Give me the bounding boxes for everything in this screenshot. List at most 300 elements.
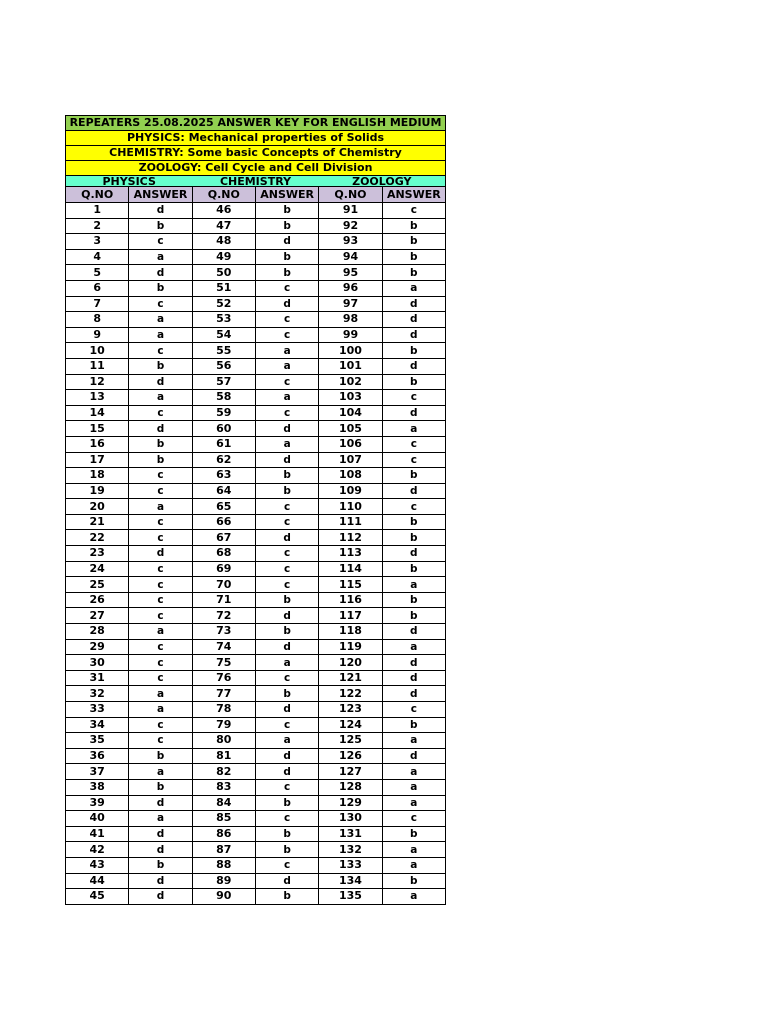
answer-cell: c <box>255 405 318 421</box>
question-number-cell: 84 <box>192 795 255 811</box>
table-row <box>66 249 446 265</box>
table-row <box>66 702 446 718</box>
table-row <box>66 312 446 328</box>
question-number-cell: 64 <box>192 483 255 499</box>
answer-cell: a <box>255 733 318 749</box>
table-row <box>66 468 446 484</box>
table-row <box>66 514 446 530</box>
question-number-cell: 20 <box>66 499 129 515</box>
question-number-cell: 31 <box>66 670 129 686</box>
answer-cell: b <box>255 203 318 219</box>
answer-cell: b <box>382 592 445 608</box>
answer-cell: a <box>382 639 445 655</box>
answer-cell: d <box>129 842 192 858</box>
question-number-cell: 53 <box>192 312 255 328</box>
answer-cell: c <box>382 702 445 718</box>
question-number-cell: 86 <box>192 826 255 842</box>
answer-cell: a <box>129 811 192 827</box>
question-number-cell: 113 <box>319 546 382 562</box>
question-number-cell: 58 <box>192 390 255 406</box>
chemistry-topic: CHEMISTRY: Some basic Concepts of Chemistry <box>65 145 446 160</box>
question-number-cell: 69 <box>192 561 255 577</box>
answer-cell: a <box>129 702 192 718</box>
answer-cell: c <box>129 733 192 749</box>
question-number-cell: 81 <box>192 748 255 764</box>
question-number-cell: 107 <box>319 452 382 468</box>
question-number-cell: 41 <box>66 826 129 842</box>
question-number-cell: 19 <box>66 483 129 499</box>
answer-cell: c <box>255 280 318 296</box>
question-number-cell: 32 <box>66 686 129 702</box>
answer-cell: a <box>129 764 192 780</box>
answer-cell: d <box>382 312 445 328</box>
answer-cell: a <box>382 280 445 296</box>
table-row <box>66 452 446 468</box>
answer-cell: b <box>255 468 318 484</box>
table-row <box>66 733 446 749</box>
subject-physics: PHYSICS <box>102 176 156 186</box>
table-row <box>66 748 446 764</box>
answer-key-sheet <box>65 115 446 905</box>
answer-cell: d <box>129 546 192 562</box>
question-number-cell: 47 <box>192 218 255 234</box>
question-number-cell: 135 <box>319 889 382 905</box>
answer-cell: b <box>382 826 445 842</box>
zoology-topic: ZOOLOGY: Cell Cycle and Cell Division <box>65 160 446 175</box>
table-row <box>66 530 446 546</box>
answer-cell: b <box>255 826 318 842</box>
answer-cell: b <box>382 530 445 546</box>
question-number-cell: 105 <box>319 421 382 437</box>
question-number-cell: 1 <box>66 203 129 219</box>
question-number-cell: 71 <box>192 592 255 608</box>
answer-cell: d <box>382 624 445 640</box>
question-number-cell: 44 <box>66 873 129 889</box>
question-number-cell: 126 <box>319 748 382 764</box>
question-number-cell: 8 <box>66 312 129 328</box>
answer-cell: d <box>382 546 445 562</box>
question-number-cell: 49 <box>192 249 255 265</box>
answer-cell: d <box>255 748 318 764</box>
answer-cell: b <box>382 249 445 265</box>
answer-cell: c <box>129 343 192 359</box>
question-number-cell: 77 <box>192 686 255 702</box>
question-number-cell: 85 <box>192 811 255 827</box>
subject-chemistry: CHEMISTRY <box>219 176 292 186</box>
answer-cell: c <box>129 405 192 421</box>
question-number-cell: 132 <box>319 842 382 858</box>
answer-cell: b <box>382 468 445 484</box>
question-number-cell: 7 <box>66 296 129 312</box>
table-row <box>66 421 446 437</box>
answer-cell: b <box>382 218 445 234</box>
answer-cell: b <box>382 561 445 577</box>
table-row <box>66 280 446 296</box>
question-number-cell: 51 <box>192 280 255 296</box>
question-number-cell: 96 <box>319 280 382 296</box>
answer-cell: b <box>129 779 192 795</box>
question-number-cell: 115 <box>319 577 382 593</box>
answer-cell: b <box>129 218 192 234</box>
question-number-cell: 52 <box>192 296 255 312</box>
question-number-cell: 66 <box>192 514 255 530</box>
answer-cell: a <box>129 499 192 515</box>
question-number-cell: 45 <box>66 889 129 905</box>
answer-cell: d <box>129 203 192 219</box>
answer-cell: a <box>382 795 445 811</box>
table-row <box>66 795 446 811</box>
answer-table <box>65 186 446 905</box>
answer-cell: b <box>129 452 192 468</box>
answer-cell: b <box>382 374 445 390</box>
question-number-cell: 67 <box>192 530 255 546</box>
question-number-cell: 93 <box>319 234 382 250</box>
answer-cell: a <box>382 857 445 873</box>
table-row <box>66 686 446 702</box>
question-number-cell: 73 <box>192 624 255 640</box>
question-number-cell: 116 <box>319 592 382 608</box>
answer-cell: b <box>255 218 318 234</box>
answer-cell: c <box>255 811 318 827</box>
question-number-cell: 24 <box>66 561 129 577</box>
question-number-cell: 72 <box>192 608 255 624</box>
table-row <box>66 561 446 577</box>
answer-cell: a <box>129 624 192 640</box>
answer-cell: c <box>255 327 318 343</box>
answer-cell: c <box>129 234 192 250</box>
question-number-cell: 125 <box>319 733 382 749</box>
sheet-title: REPEATERS 25.08.2025 ANSWER KEY FOR ENGLISH MEDIUM <box>65 115 446 130</box>
answer-cell: d <box>129 374 192 390</box>
answer-cell: a <box>382 889 445 905</box>
question-number-cell: 36 <box>66 748 129 764</box>
question-number-cell: 119 <box>319 639 382 655</box>
answer-cell: b <box>129 748 192 764</box>
answer-cell: c <box>382 811 445 827</box>
answer-cell: c <box>129 670 192 686</box>
column-header-answer: ANSWER <box>255 187 318 203</box>
question-number-cell: 6 <box>66 280 129 296</box>
question-number-cell: 74 <box>192 639 255 655</box>
answer-cell: c <box>255 857 318 873</box>
answer-cell: c <box>382 499 445 515</box>
answer-cell: d <box>255 764 318 780</box>
question-number-cell: 104 <box>319 405 382 421</box>
answer-cell: a <box>129 327 192 343</box>
question-number-cell: 23 <box>66 546 129 562</box>
answer-cell: d <box>129 421 192 437</box>
column-header-qno: Q.NO <box>192 187 255 203</box>
question-number-cell: 91 <box>319 203 382 219</box>
table-row <box>66 811 446 827</box>
question-number-cell: 94 <box>319 249 382 265</box>
answer-cell: d <box>129 873 192 889</box>
answer-cell: c <box>255 577 318 593</box>
question-number-cell: 4 <box>66 249 129 265</box>
answer-cell: c <box>255 312 318 328</box>
question-number-cell: 98 <box>319 312 382 328</box>
question-number-cell: 26 <box>66 592 129 608</box>
table-row <box>66 265 446 281</box>
table-row <box>66 483 446 499</box>
question-number-cell: 90 <box>192 889 255 905</box>
question-number-cell: 15 <box>66 421 129 437</box>
question-number-cell: 129 <box>319 795 382 811</box>
answer-cell: b <box>255 795 318 811</box>
question-number-cell: 17 <box>66 452 129 468</box>
answer-cell: b <box>255 592 318 608</box>
answer-cell: c <box>129 561 192 577</box>
table-row <box>66 358 446 374</box>
table-row <box>66 842 446 858</box>
answer-cell: a <box>382 764 445 780</box>
answer-cell: a <box>255 390 318 406</box>
table-row <box>66 499 446 515</box>
question-number-cell: 42 <box>66 842 129 858</box>
question-number-cell: 117 <box>319 608 382 624</box>
column-header-row <box>66 187 446 203</box>
table-row <box>66 436 446 452</box>
question-number-cell: 16 <box>66 436 129 452</box>
question-number-cell: 99 <box>319 327 382 343</box>
answer-cell: b <box>129 436 192 452</box>
answer-cell: d <box>129 795 192 811</box>
table-row <box>66 405 446 421</box>
question-number-cell: 37 <box>66 764 129 780</box>
table-row <box>66 577 446 593</box>
question-number-cell: 134 <box>319 873 382 889</box>
answer-cell: b <box>382 265 445 281</box>
table-row <box>66 873 446 889</box>
question-number-cell: 68 <box>192 546 255 562</box>
answer-cell: c <box>382 436 445 452</box>
answer-cell: a <box>382 733 445 749</box>
answer-cell: d <box>382 358 445 374</box>
question-number-cell: 18 <box>66 468 129 484</box>
question-number-cell: 10 <box>66 343 129 359</box>
question-number-cell: 38 <box>66 779 129 795</box>
question-number-cell: 27 <box>66 608 129 624</box>
answer-cell: d <box>129 826 192 842</box>
answer-cell: c <box>129 577 192 593</box>
question-number-cell: 62 <box>192 452 255 468</box>
answer-cell: a <box>255 343 318 359</box>
question-number-cell: 130 <box>319 811 382 827</box>
table-row <box>66 624 446 640</box>
question-number-cell: 5 <box>66 265 129 281</box>
question-number-cell: 61 <box>192 436 255 452</box>
table-row <box>66 826 446 842</box>
table-row <box>66 764 446 780</box>
table-row <box>66 343 446 359</box>
answer-cell: b <box>255 265 318 281</box>
answer-cell: c <box>129 514 192 530</box>
question-number-cell: 33 <box>66 702 129 718</box>
table-row <box>66 390 446 406</box>
question-number-cell: 97 <box>319 296 382 312</box>
answer-cell: c <box>129 717 192 733</box>
physics-topic: PHYSICS: Mechanical properties of Solids <box>65 130 446 145</box>
answer-cell: c <box>255 717 318 733</box>
question-number-cell: 54 <box>192 327 255 343</box>
table-row <box>66 655 446 671</box>
question-number-cell: 118 <box>319 624 382 640</box>
question-number-cell: 22 <box>66 530 129 546</box>
answer-cell: c <box>129 608 192 624</box>
question-number-cell: 43 <box>66 857 129 873</box>
answer-cell: d <box>255 296 318 312</box>
answer-cell: b <box>255 249 318 265</box>
table-row <box>66 779 446 795</box>
answer-cell: a <box>255 655 318 671</box>
question-number-cell: 123 <box>319 702 382 718</box>
answer-cell: d <box>382 655 445 671</box>
question-number-cell: 114 <box>319 561 382 577</box>
answer-cell: d <box>382 405 445 421</box>
question-number-cell: 131 <box>319 826 382 842</box>
answer-cell: b <box>255 624 318 640</box>
answer-cell: a <box>382 779 445 795</box>
answer-cell: d <box>382 748 445 764</box>
answer-cell: a <box>129 312 192 328</box>
answer-cell: b <box>255 483 318 499</box>
table-row <box>66 203 446 219</box>
answer-cell: b <box>382 514 445 530</box>
answer-cell: b <box>255 686 318 702</box>
question-number-cell: 25 <box>66 577 129 593</box>
question-number-cell: 30 <box>66 655 129 671</box>
answer-cell: c <box>255 779 318 795</box>
question-number-cell: 95 <box>319 265 382 281</box>
question-number-cell: 65 <box>192 499 255 515</box>
table-row <box>66 546 446 562</box>
table-row <box>66 374 446 390</box>
answer-cell: b <box>255 889 318 905</box>
question-number-cell: 102 <box>319 374 382 390</box>
answer-cell: d <box>382 296 445 312</box>
answer-cell: d <box>255 639 318 655</box>
answer-cell: a <box>382 577 445 593</box>
question-number-cell: 11 <box>66 358 129 374</box>
question-number-cell: 112 <box>319 530 382 546</box>
answer-cell: c <box>129 530 192 546</box>
answer-cell: d <box>255 421 318 437</box>
answer-cell: a <box>382 842 445 858</box>
answer-cell: c <box>129 296 192 312</box>
question-number-cell: 111 <box>319 514 382 530</box>
answer-cell: d <box>129 889 192 905</box>
question-number-cell: 60 <box>192 421 255 437</box>
table-row <box>66 327 446 343</box>
question-number-cell: 120 <box>319 655 382 671</box>
question-number-cell: 76 <box>192 670 255 686</box>
question-number-cell: 80 <box>192 733 255 749</box>
table-row <box>66 639 446 655</box>
question-number-cell: 9 <box>66 327 129 343</box>
question-number-cell: 39 <box>66 795 129 811</box>
question-number-cell: 92 <box>319 218 382 234</box>
question-number-cell: 124 <box>319 717 382 733</box>
question-number-cell: 3 <box>66 234 129 250</box>
answer-cell: c <box>382 452 445 468</box>
answer-cell: b <box>382 608 445 624</box>
answer-cell: a <box>382 421 445 437</box>
question-number-cell: 28 <box>66 624 129 640</box>
question-number-cell: 106 <box>319 436 382 452</box>
answer-cell: a <box>129 249 192 265</box>
question-number-cell: 63 <box>192 468 255 484</box>
question-number-cell: 78 <box>192 702 255 718</box>
subject-zoology: ZOOLOGY <box>352 176 412 186</box>
answer-cell: c <box>129 639 192 655</box>
answer-cell: b <box>382 873 445 889</box>
question-number-cell: 46 <box>192 203 255 219</box>
answer-cell: c <box>129 655 192 671</box>
answer-cell: c <box>255 374 318 390</box>
subject-header-row <box>65 175 446 186</box>
answer-cell: c <box>255 546 318 562</box>
table-row <box>66 857 446 873</box>
answer-cell: d <box>382 686 445 702</box>
answer-cell: b <box>129 280 192 296</box>
question-number-cell: 101 <box>319 358 382 374</box>
answer-cell: c <box>255 561 318 577</box>
question-number-cell: 2 <box>66 218 129 234</box>
question-number-cell: 59 <box>192 405 255 421</box>
question-number-cell: 55 <box>192 343 255 359</box>
question-number-cell: 21 <box>66 514 129 530</box>
answer-cell: d <box>255 234 318 250</box>
answer-cell: c <box>255 670 318 686</box>
answer-cell: c <box>382 390 445 406</box>
question-number-cell: 57 <box>192 374 255 390</box>
question-number-cell: 13 <box>66 390 129 406</box>
question-number-cell: 100 <box>319 343 382 359</box>
answer-cell: a <box>129 686 192 702</box>
answer-cell: d <box>255 873 318 889</box>
answer-cell: b <box>129 358 192 374</box>
column-header-qno: Q.NO <box>66 187 129 203</box>
question-number-cell: 29 <box>66 639 129 655</box>
answer-cell: b <box>382 717 445 733</box>
question-number-cell: 40 <box>66 811 129 827</box>
table-row <box>66 592 446 608</box>
answer-cell: d <box>255 530 318 546</box>
question-number-cell: 133 <box>319 857 382 873</box>
question-number-cell: 109 <box>319 483 382 499</box>
answer-cell: c <box>255 514 318 530</box>
question-number-cell: 70 <box>192 577 255 593</box>
column-header-qno: Q.NO <box>319 187 382 203</box>
answer-cell: d <box>255 452 318 468</box>
question-number-cell: 121 <box>319 670 382 686</box>
table-row <box>66 296 446 312</box>
answer-cell: c <box>255 499 318 515</box>
table-row <box>66 608 446 624</box>
answer-cell: d <box>382 483 445 499</box>
question-number-cell: 75 <box>192 655 255 671</box>
question-number-cell: 50 <box>192 265 255 281</box>
answer-cell: a <box>129 390 192 406</box>
answer-cell: d <box>129 265 192 281</box>
question-number-cell: 82 <box>192 764 255 780</box>
answer-cell: a <box>255 436 318 452</box>
column-header-answer: ANSWER <box>382 187 445 203</box>
question-number-cell: 127 <box>319 764 382 780</box>
question-number-cell: 110 <box>319 499 382 515</box>
question-number-cell: 88 <box>192 857 255 873</box>
answer-cell: d <box>255 702 318 718</box>
